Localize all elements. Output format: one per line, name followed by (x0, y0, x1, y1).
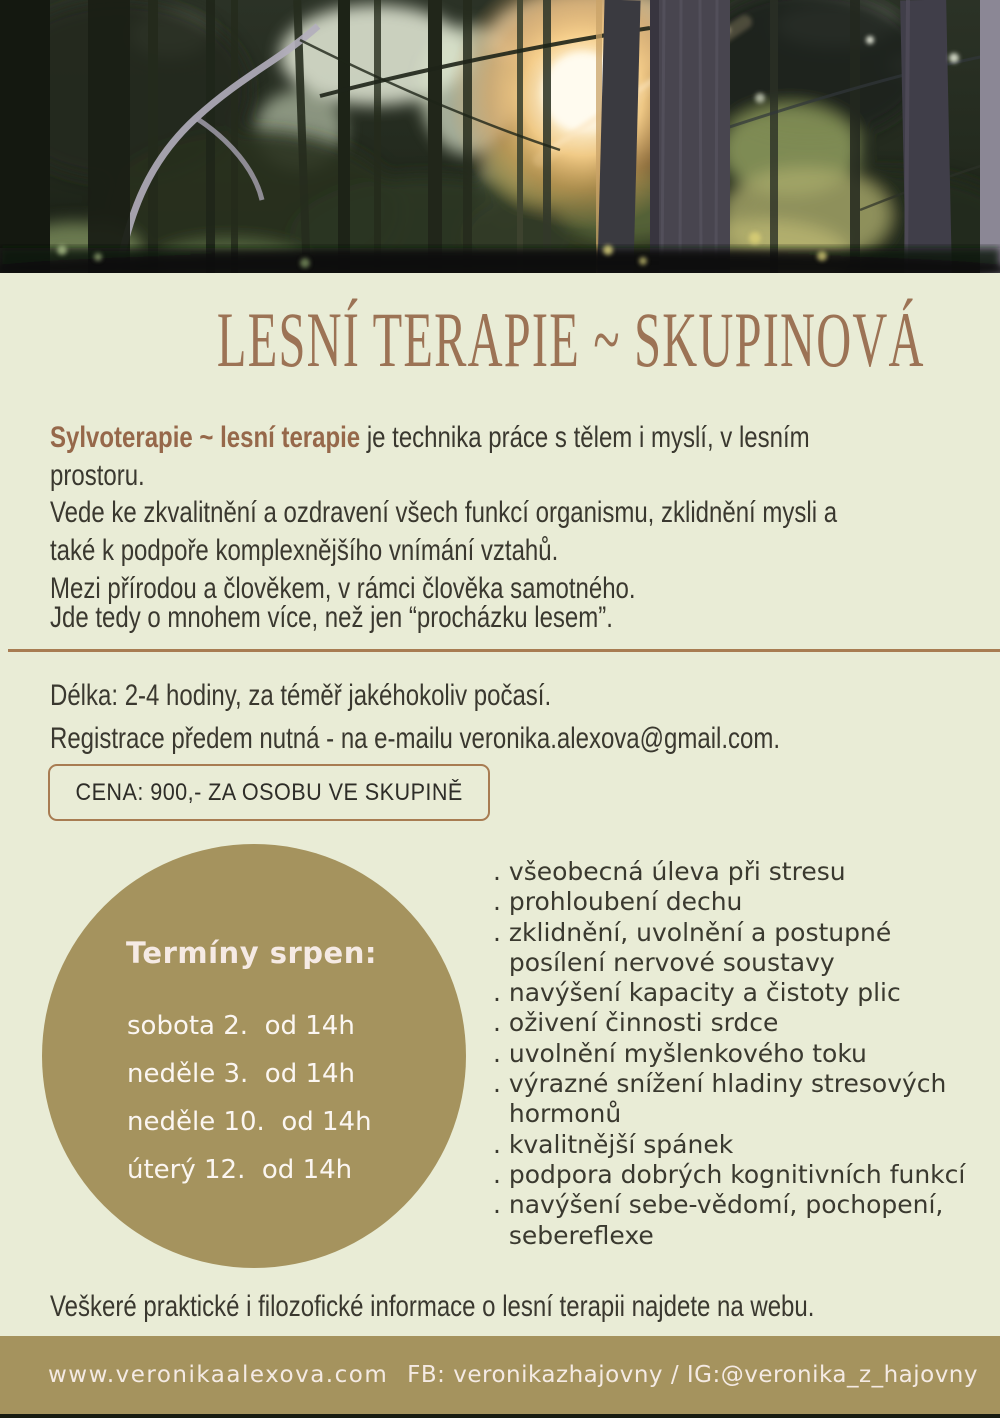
bottom-edge-strip (0, 1414, 1000, 1418)
benefit-item: . navýšení sebe-vědomí, pochopení, (493, 1190, 944, 1220)
footer-website: www.veronikaalexova.com (48, 1362, 389, 1388)
body-line-1: Vede ke zkvalitnění a ozdravení všech funkcí organismu, zklidnění mysli a (50, 496, 838, 529)
schedule-date: neděle 3. od 14h (127, 1059, 356, 1089)
body-line-2: také k podpoře komplexnějšího vnímání vztahů. (50, 534, 559, 567)
footer-bar (0, 1336, 1000, 1414)
footer-social-handles: FB: veronikazhajovny / IG:@veronika_z_hajovny (407, 1362, 978, 1388)
details-block (50, 674, 963, 760)
intro-paragraph (50, 419, 1000, 495)
page-title (0, 296, 1000, 383)
benefit-item: . kvalitnější spánek (493, 1129, 734, 1159)
benefit-item: . všeobecná úleva při stresu (493, 857, 846, 886)
schedule-date: sobota 2. od 14h (127, 1011, 355, 1041)
benefit-item: . prohloubení dechu (493, 887, 743, 917)
body-paragraph-2 (50, 599, 754, 637)
benefit-item: . zklidnění, uvolnění a postupné (493, 917, 892, 947)
benefit-item-continuation: sebereflexe (493, 1220, 654, 1250)
price-box (48, 764, 490, 821)
page-title-text: LESNÍ TERAPIE ~ SKUPINOVÁ (216, 296, 925, 383)
outro-line: Veškeré praktické i filozofické informace o lesní terapii najdete na webu. (50, 1290, 815, 1323)
body-quote-line: Jde tedy o mnohem více, než jen “procházku lesem”. (50, 601, 613, 634)
forest-photo-illustration (0, 0, 1000, 273)
schedule-heading: Termíny srpen: (126, 936, 377, 970)
benefit-item-continuation: posílení nervové soustavy (493, 947, 835, 977)
benefit-item: . výrazné snížení hladiny stresových (493, 1069, 947, 1099)
horizontal-divider (8, 649, 1000, 652)
benefit-item: . podpora dobrých kognitivních funkcí (493, 1159, 966, 1189)
benefit-item: . navýšení kapacity a čistoty plic (493, 978, 901, 1008)
schedule-date: úterý 12. od 14h (127, 1155, 353, 1185)
benefit-item: . uvolnění myšlenkového toku (493, 1038, 867, 1068)
duration-line: Délka: 2-4 hodiny, za téměř jakéhokoliv počasí. (50, 679, 552, 712)
schedule-circle (42, 844, 466, 1268)
outro-note (50, 1288, 1000, 1326)
benefits-list (493, 857, 965, 1251)
benefit-item-continuation: hormonů (493, 1099, 622, 1129)
schedule-dates (127, 1002, 372, 1194)
intro-line-2: prostoru. (50, 459, 145, 492)
body-paragraph (50, 494, 1000, 608)
intro-lead-bold: Sylvoterapie ~ lesní terapie (50, 421, 361, 454)
registration-line: Registrace předem nutná - na e-mailu veronika.alexova@gmail.com. (50, 722, 781, 755)
forest-photo (0, 0, 1000, 273)
price-label: CENA: 900,- ZA OSOBU VE SKUPINĚ (75, 778, 463, 806)
intro-line-1-rest: je technika práce s tělem i myslí, v lesním (360, 421, 810, 454)
benefit-item: . oživení činnosti srdce (493, 1008, 779, 1038)
body-line-3: Mezi přírodou a člověkem, v rámci člověka samotného. (50, 572, 636, 605)
schedule-date: neděle 10. od 14h (127, 1107, 372, 1137)
intro-line-1 (50, 419, 810, 457)
